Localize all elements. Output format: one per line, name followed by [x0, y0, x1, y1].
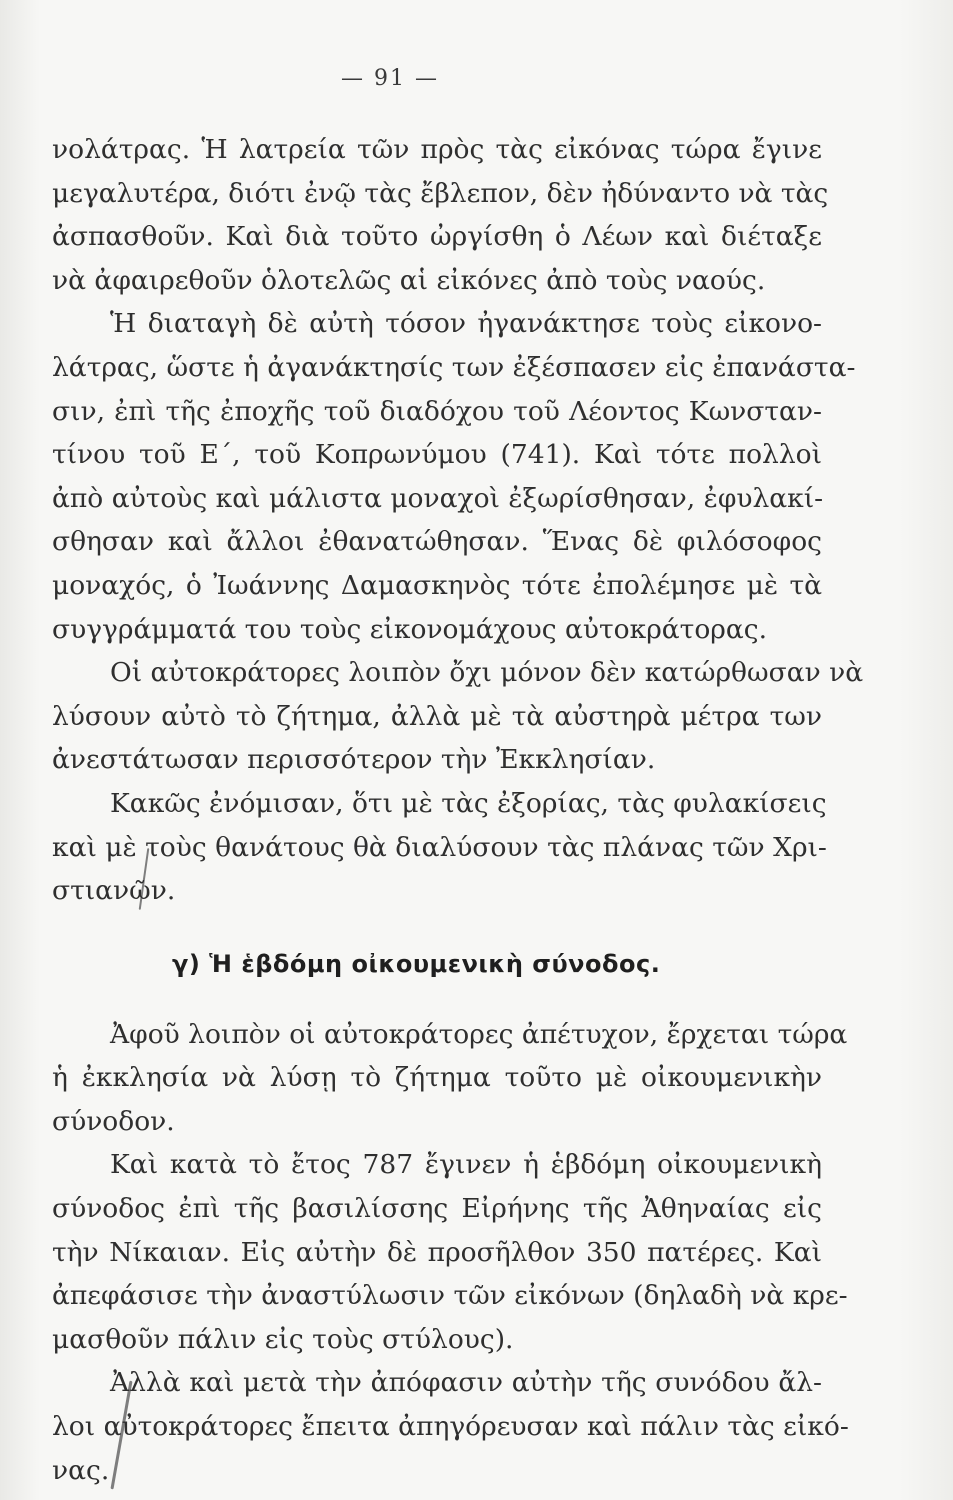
text-line: σύνοδον.	[52, 1105, 175, 1137]
text-line: μεγαλυτέρα, διότι ἐνῷ τὰς ἔβλεπον, δὲν ἠδύναντο νὰ τὰς	[52, 177, 829, 209]
text-line: καὶ μὲ τοὺς θανάτους θὰ διαλύσουν τὰς πλάνας τῶν Χρι-	[52, 831, 827, 863]
text-line: Ἡ διαταγὴ δὲ αὐτὴ τόσον ἠγανάκτησε τοὺς εἰκονο-	[110, 308, 822, 340]
section-heading: γ) Ἡ ἑβδόμη οἰκουμενικὴ σύνοδος.	[172, 949, 661, 978]
text-line: νολάτρας. Ἡ λατρεία τῶν πρὸς τὰς εἰκόνας τώρα ἔγινε	[52, 134, 822, 165]
text-line: νας.	[52, 1454, 110, 1486]
text-line: Καὶ κατὰ τὸ ἔτος 787 ἔγινεν ἡ ἑβδόμη οἰκουμενικὴ	[110, 1149, 822, 1181]
text-line: Ἀφοῦ λοιπὸν οἱ αὐτοκράτορες ἀπέτυχον, ἔρχεται τώρα	[110, 1018, 848, 1050]
text-line: μοναχός, ὁ Ἰωάννης Δαμασκηνὸς τότε ἐπολέμησε μὲ τὰ	[52, 569, 822, 601]
text-line: συγγράμματά του τοὺς εἰκονομάχους αὐτοκράτορας.	[52, 613, 768, 645]
text-line: Κακῶς ἐνόμισαν, ὅτι μὲ τὰς ἐξορίας, τὰς φυλακίσεις	[110, 787, 827, 819]
text-line: ἡ ἐκκλησία νὰ λύσῃ τὸ ζήτημα τοῦτο μὲ οἰκουμενικὴν	[52, 1062, 822, 1094]
text-line: νὰ ἀφαιρεθοῦν ὁλοτελῶς αἱ εἰκόνες ἀπὸ τοὺς ναούς.	[52, 264, 766, 296]
text-line: τίνου τοῦ Ε΄, τοῦ Κοπρωνύμου (741). Καὶ τότε πολλοὶ	[52, 439, 822, 471]
text-line: τὴν Νίκαιαν. Εἰς αὐτὴν δὲ προσῆλθον 350 πατέρες. Καὶ	[52, 1236, 822, 1268]
text-line: ἀπεφάσισε τὴν ἀναστύλωσιν τῶν εἰκόνων (δηλαδὴ νὰ κρε-	[52, 1280, 848, 1312]
text-line: ἀσπασθοῦν. Καὶ διὰ τοῦτο ὠργίσθη ὁ Λέων καὶ διέταξε	[52, 221, 822, 253]
page-body	[52, 128, 864, 1492]
text-line: Ἀλλὰ καὶ μετὰ τὴν ἀπόφασιν αὐτὴν τῆς συνόδου ἄλ-	[110, 1367, 822, 1399]
text-line: λάτρας, ὥστε ἡ ἀγανάκτησίς των ἐξέσπασεν εἰς ἐπανάστα-	[52, 351, 856, 383]
text-line: λοι αὐτοκράτορες ἔπειτα ἀπηγόρευσαν καὶ πάλιν τὰς εἰκό-	[52, 1411, 849, 1443]
text-line: Οἱ αὐτοκράτορες λοιπὸν ὄχι μόνον δὲν κατώρθωσαν νὰ	[110, 657, 864, 689]
text-line: μασθοῦν πάλιν εἰς τοὺς στύλους).	[52, 1323, 514, 1355]
text-line: σιν, ἐπὶ τῆς ἐποχῆς τοῦ διαδόχου τοῦ Λέοντος Κωνσταν-	[52, 395, 822, 427]
text-line: στιανῶν.	[52, 875, 176, 907]
page-number: — 91 —	[341, 66, 439, 91]
text-line: ἀνεστάτωσαν περισσότερον τὴν Ἐκκλησίαν.	[52, 744, 656, 776]
text-line: λύσουν αὐτὸ τὸ ζήτημα, ἀλλὰ μὲ τὰ αὐστηρὰ μέτρα των	[52, 700, 822, 732]
text-line: σθησαν καὶ ἄλλοι ἐθανατώθησαν. Ἕνας δὲ φιλόσοφος	[52, 526, 822, 558]
text-line: ἀπὸ αὐτοὺς καὶ μάλιστα μοναχοὶ ἐξωρίσθησαν, ἐφυλακί-	[52, 482, 824, 514]
text-line: σύνοδος ἐπὶ τῆς βασιλίσσης Εἰρήνης τῆς Ἀθηναίας εἰς	[52, 1193, 822, 1225]
section-heading-block	[52, 913, 822, 1013]
